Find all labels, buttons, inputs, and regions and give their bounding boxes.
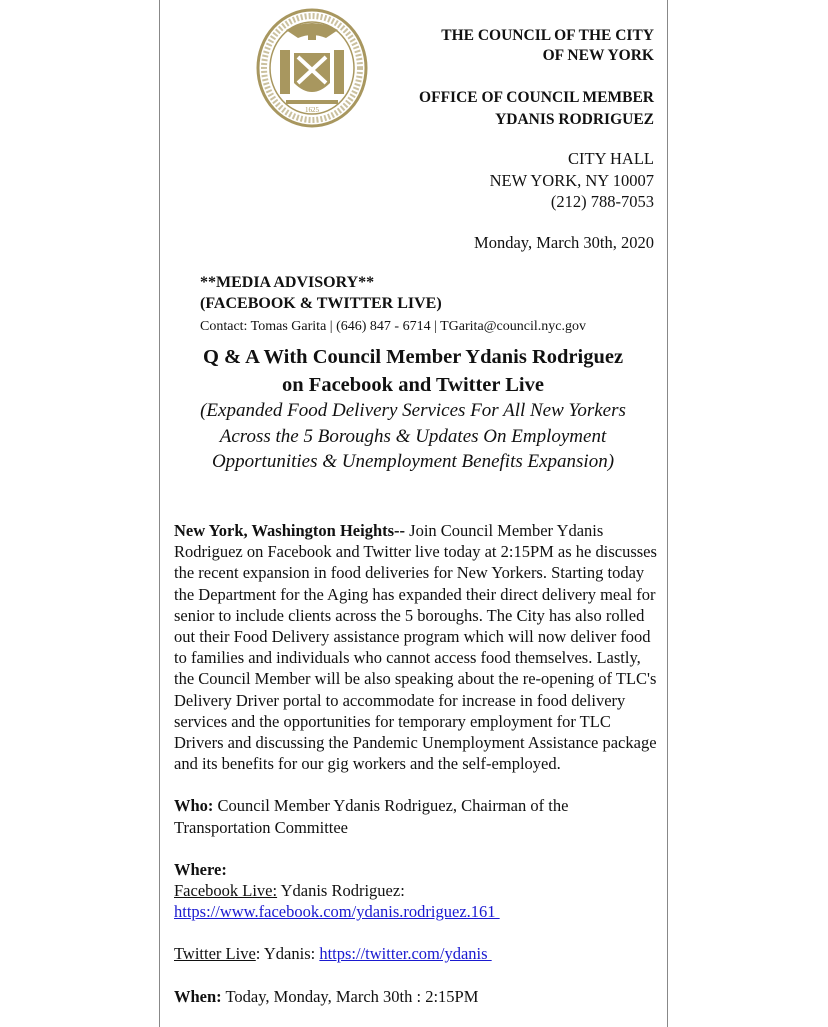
when-text: Today, Monday, March 30th : 2:15PM <box>221 986 479 1006</box>
address-line-2: NEW YORK, NY 10007 <box>489 170 654 190</box>
twitter-name: : Ydanis: <box>255 944 320 964</box>
press-body <box>174 520 664 1027</box>
press-subtitle: (Expanded Food Delivery Services For All New Yorkers Across the 5 Boroughs & Updates On Employment Opportunities & Unemployment Benefits Expansion) <box>200 400 626 472</box>
press-title-line-1: Q & A With Council Member Ydanis Rodriguez <box>202 346 624 368</box>
address-phone: (212) 788-7053 <box>550 192 654 211</box>
press-title-line-2: on Facebook and Twitter Live <box>282 374 544 396</box>
who-text: Council Member Ydanis Rodriguez, Chairman of the Transportation Committee <box>174 796 569 837</box>
media-advisory <box>200 272 442 314</box>
office-title-line-2: YDANIS RODRIGUEZ <box>495 111 654 128</box>
where-section <box>174 859 664 923</box>
advisory-line-1: **MEDIA ADVISORY** <box>200 274 375 291</box>
facebook-name: Ydanis Rodriguez: <box>277 881 405 901</box>
twitter-live-label: Twitter Live <box>174 944 256 964</box>
press-title <box>160 343 666 399</box>
svg-text:1625: 1625 <box>305 106 319 114</box>
office-title-line-1: OFFICE OF COUNCIL MEMBER <box>419 89 654 106</box>
body-paragraph <box>174 520 664 774</box>
nyc-seal-logo <box>256 8 368 128</box>
contact-line: Contact: Tomas Garita | (646) 847 - 6714 | TGarita@council.nyc.gov <box>200 319 586 334</box>
council-title-line-1: THE COUNCIL OF THE CITY <box>441 27 654 44</box>
dateline: New York, Washington Heights-- <box>174 521 406 540</box>
body-text: Join Council Member Ydanis Rodriguez on Facebook and Twitter live today at 2:15PM as he discusses the recent expansion in food deliveries for New Yorkers. Starting today the Department for the Aging has expanded their direct delivery meal for senior to include clients across the 5 boroughs. The City has also rolled out their Food Delivery assistance program which will now deliver food to families and individuals who cannot access food themselves. Lastly, the Council Member will be also speaking about the re-opening of TLC's Delivery Driver portal to accommodate for increase in food delivery services and the opportunities for temporary employment for TLC Drivers and discussing the Pandemic Unemployment Assistance package and its benefits for our gig workers and the self-employed. <box>174 521 657 774</box>
who-label: Who: <box>174 796 214 816</box>
where-label: Where: <box>174 859 227 879</box>
council-title <box>441 26 654 66</box>
twitter-link[interactable]: https://twitter.com/ydanis <box>319 944 492 964</box>
facebook-live-label: Facebook Live: <box>174 881 278 901</box>
advisory-line-2: (FACEBOOK & TWITTER LIVE) <box>200 295 442 312</box>
who-section <box>174 795 664 837</box>
council-title-line-2: OF NEW YORK <box>542 47 654 64</box>
twitter-section <box>174 943 664 964</box>
when-section <box>174 986 664 1007</box>
address-block <box>490 148 654 213</box>
facebook-link[interactable]: https://www.facebook.com/ydanis.rodriguez.161 <box>174 902 500 922</box>
address-line-1: CITY HALL <box>568 149 654 168</box>
when-label: When: <box>174 986 222 1006</box>
document-date: Monday, March 30th, 2020 <box>474 233 654 252</box>
office-title <box>419 87 654 131</box>
